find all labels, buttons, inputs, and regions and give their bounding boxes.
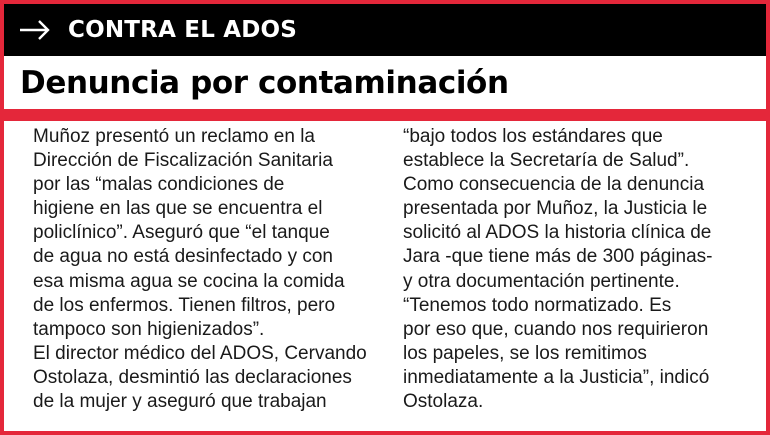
section-label: CONTRA EL ADOS [68, 17, 298, 43]
red-divider [4, 109, 766, 121]
right-line: Jara -que tiene más de 300 páginas- [403, 246, 713, 268]
left-column [33, 125, 367, 414]
left-line: El director médico del ADOS, Cervando [33, 342, 367, 364]
right-line: presentada por Muñoz, la Justicia le [403, 198, 708, 220]
left-line: Muñoz presentó un reclamo en la [33, 126, 315, 147]
right-line: “bajo todos los estándares que [403, 126, 663, 147]
right-line: Ostolaza. [403, 391, 484, 413]
headline-area [4, 56, 766, 109]
arrow-right-icon [18, 18, 52, 42]
section-header [4, 4, 766, 56]
right-line: los papeles, se los remitimos [403, 342, 647, 364]
left-line: policlínico”. Aseguró que “el tanque [33, 222, 330, 244]
right-column [403, 125, 712, 414]
headline: Denuncia por contaminación [20, 64, 509, 101]
right-line: por eso que, cuando nos requirieron [403, 318, 709, 340]
right-line: establece la Secretaría de Salud”. [403, 150, 690, 172]
left-line: por las “malas condiciones de [33, 174, 285, 196]
right-line: inmediatamente a la Justicia”, indicó [403, 366, 710, 388]
left-line: de la mujer y aseguró que trabajan [33, 391, 327, 413]
left-line: de agua no está desinfectado y con [33, 246, 334, 268]
left-line: tampoco son higienizados”. [33, 318, 265, 340]
right-line: Como consecuencia de la denuncia [403, 174, 705, 196]
right-line: solicitó al ADOS la historia clínica de [403, 222, 712, 244]
right-line: y otra documentación pertinente. [403, 270, 680, 292]
left-line: Ostolaza, desmintió las declaraciones [33, 366, 352, 388]
left-line: esa misma agua se cocina la comida [33, 270, 345, 292]
left-line: de los enfermos. Tienen filtros, pero [33, 294, 336, 316]
left-line: higiene en las que se encuentra el [33, 198, 323, 220]
left-line: Dirección de Fiscalización Sanitaria [33, 150, 333, 172]
right-line: “Tenemos todo normatizado. Es [403, 294, 672, 316]
